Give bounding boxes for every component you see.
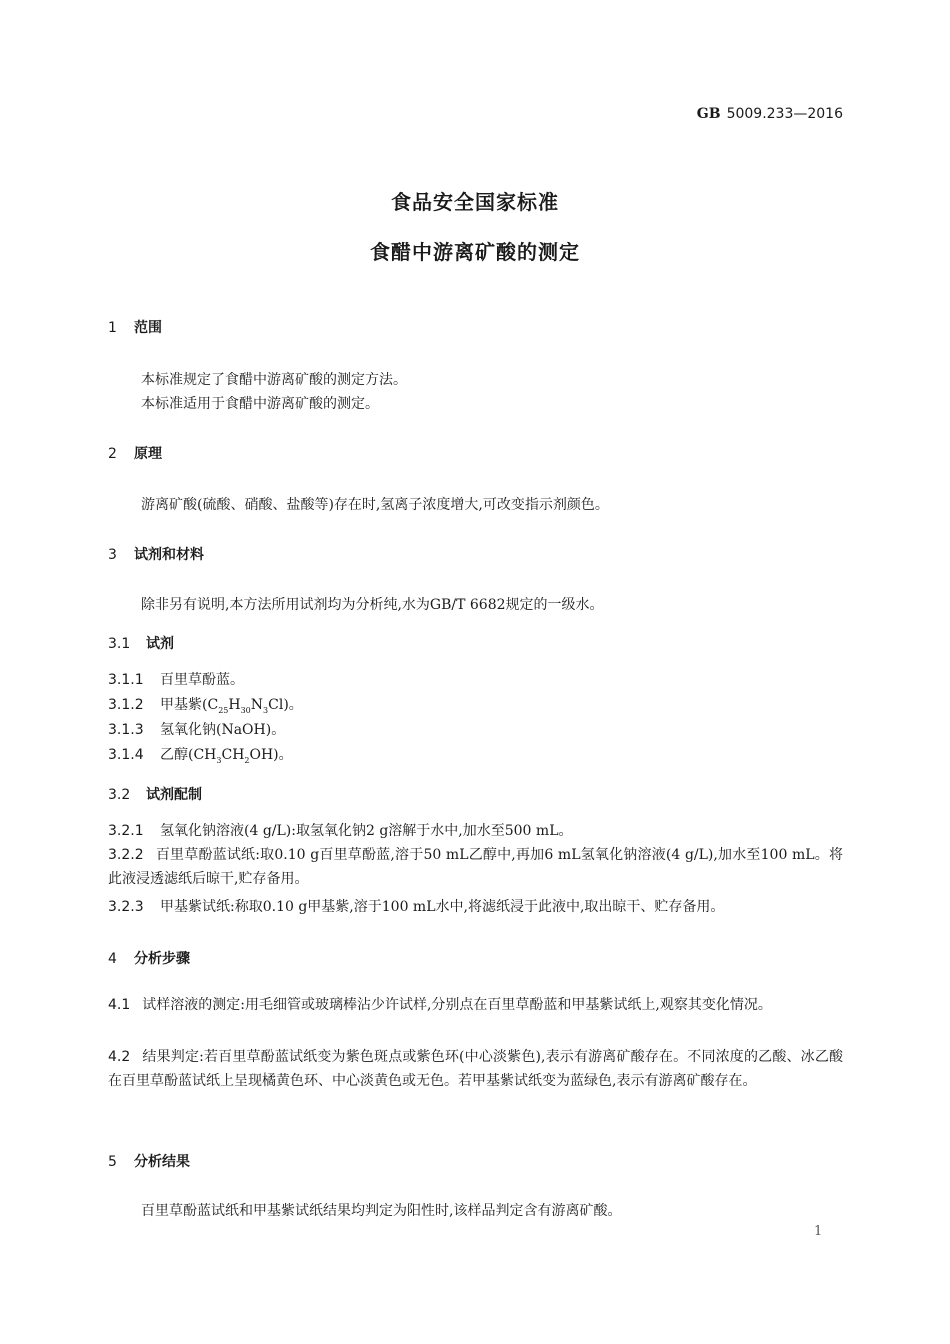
item-3-1-2 bbox=[108, 694, 303, 715]
section-1-para-1: 本标准规定了食醋中游离矿酸的测定方法。 bbox=[141, 372, 407, 388]
subsection-number: 3.1 bbox=[108, 636, 131, 652]
item-number: 3.2.2 bbox=[108, 847, 144, 863]
section-1-para-2: 本标准适用于食醋中游离矿酸的测定。 bbox=[141, 396, 379, 412]
standard-code: 5009.233—2016 bbox=[726, 106, 843, 122]
item-number: 3.2.1 bbox=[108, 823, 144, 839]
item-3-1-1 bbox=[108, 669, 244, 689]
section-number: 4 bbox=[108, 951, 117, 967]
subsection-title: 试剂配制 bbox=[146, 787, 202, 803]
subsection-3-1-heading bbox=[108, 633, 174, 653]
item-text: 百里草酚蓝试纸:取0.10 g百里草酚蓝,溶于50 mL乙醇中,再加6 mL氢氧化钠溶液(4 g/L),加水至100 mL。将此液浸透滤纸后晾干,贮存备用。 bbox=[108, 847, 843, 887]
item-number: 4.2 bbox=[108, 1049, 131, 1065]
section-5-para-1: 百里草酚蓝试纸和甲基紫试纸结果均判定为阳性时,该样品判定含有游离矿酸。 bbox=[141, 1203, 622, 1219]
item-3-2-1 bbox=[108, 820, 573, 840]
subsection-title: 试剂 bbox=[146, 636, 174, 652]
section-3-heading bbox=[108, 544, 204, 564]
document-title-line2: 食醋中游离矿酸的测定 bbox=[370, 240, 580, 264]
item-number: 3.2.3 bbox=[108, 899, 144, 915]
section-title: 范围 bbox=[134, 320, 162, 336]
item-text: 试样溶液的测定:用毛细管或玻璃棒沾少许试样,分别点在百里草酚蓝和甲基紫试纸上,观察其变化情况。 bbox=[142, 997, 772, 1013]
item-text: 结果判定:若百里草酚蓝试纸变为紫色斑点或紫色环(中心淡紫色),表示有游离矿酸存在。不同浓度的乙酸、冰乙酸在百里草酚蓝试纸上呈现橘黄色环、中心淡黄色或无色。若甲基紫试纸变为蓝绿色,表示有游离矿酸存在。 bbox=[108, 1049, 843, 1089]
item-text: 百里草酚蓝。 bbox=[160, 672, 244, 688]
item-number: 3.1.4 bbox=[108, 747, 144, 763]
section-number: 2 bbox=[108, 446, 117, 462]
section-1-heading bbox=[108, 317, 162, 337]
formula-part: 甲基紫(C bbox=[160, 697, 219, 713]
item-number: 3.1.1 bbox=[108, 672, 144, 688]
item-text: 氢氧化钠(NaOH)。 bbox=[160, 722, 286, 738]
item-number: 3.1.3 bbox=[108, 722, 144, 738]
section-2-heading bbox=[108, 443, 162, 463]
formula-part: 乙醇(CH bbox=[160, 747, 217, 763]
item-number: 4.1 bbox=[108, 997, 131, 1013]
formula-part: Cl)。 bbox=[268, 697, 303, 713]
item-3-2-3 bbox=[108, 896, 724, 916]
item-text: 氢氧化钠溶液(4 g/L):取氢氧化钠2 g溶解于水中,加水至500 mL。 bbox=[160, 823, 573, 839]
section-2-para-1: 游离矿酸(硫酸、硝酸、盐酸等)存在时,氢离子浓度增大,可改变指示剂颜色。 bbox=[141, 497, 609, 513]
standard-prefix: GB bbox=[696, 106, 721, 122]
formula-subscript: 30 bbox=[240, 705, 251, 715]
item-4-2 bbox=[108, 1045, 843, 1093]
section-number: 3 bbox=[108, 547, 117, 563]
formula-subscript: 2 bbox=[244, 755, 250, 765]
formula-part: N bbox=[250, 697, 264, 713]
section-title: 分析步骤 bbox=[134, 951, 190, 967]
section-number: 5 bbox=[108, 1154, 117, 1170]
item-3-1-4 bbox=[108, 744, 293, 765]
page-number: 1 bbox=[814, 1224, 823, 1239]
section-3-para-1: 除非另有说明,本方法所用试剂均为分析纯,水为GB/T 6682规定的一级水。 bbox=[141, 597, 604, 613]
formula-subscript: 3 bbox=[216, 755, 222, 765]
standard-number bbox=[697, 106, 843, 122]
formula-part: OH)。 bbox=[249, 747, 293, 763]
formula-part: CH bbox=[221, 747, 245, 763]
formula-part: H bbox=[228, 697, 241, 713]
document-title-line1: 食品安全国家标准 bbox=[391, 190, 559, 214]
section-title: 分析结果 bbox=[134, 1154, 190, 1170]
item-number: 3.1.2 bbox=[108, 697, 144, 713]
item-4-1 bbox=[108, 993, 843, 1017]
section-title: 试剂和材料 bbox=[134, 547, 204, 563]
formula-subscript: 25 bbox=[218, 705, 229, 715]
formula-subscript: 3 bbox=[263, 705, 269, 715]
item-3-1-3 bbox=[108, 719, 285, 739]
section-5-heading bbox=[108, 1151, 190, 1171]
subsection-3-2-heading bbox=[108, 784, 202, 804]
section-4-heading bbox=[108, 948, 190, 968]
section-title: 原理 bbox=[134, 446, 162, 462]
section-number: 1 bbox=[108, 320, 117, 336]
item-3-2-2 bbox=[108, 843, 843, 891]
item-text: 甲基紫试纸:称取0.10 g甲基紫,溶于100 mL水中,将滤纸浸于此液中,取出晾干、贮存备用。 bbox=[160, 899, 725, 915]
subsection-number: 3.2 bbox=[108, 787, 131, 803]
